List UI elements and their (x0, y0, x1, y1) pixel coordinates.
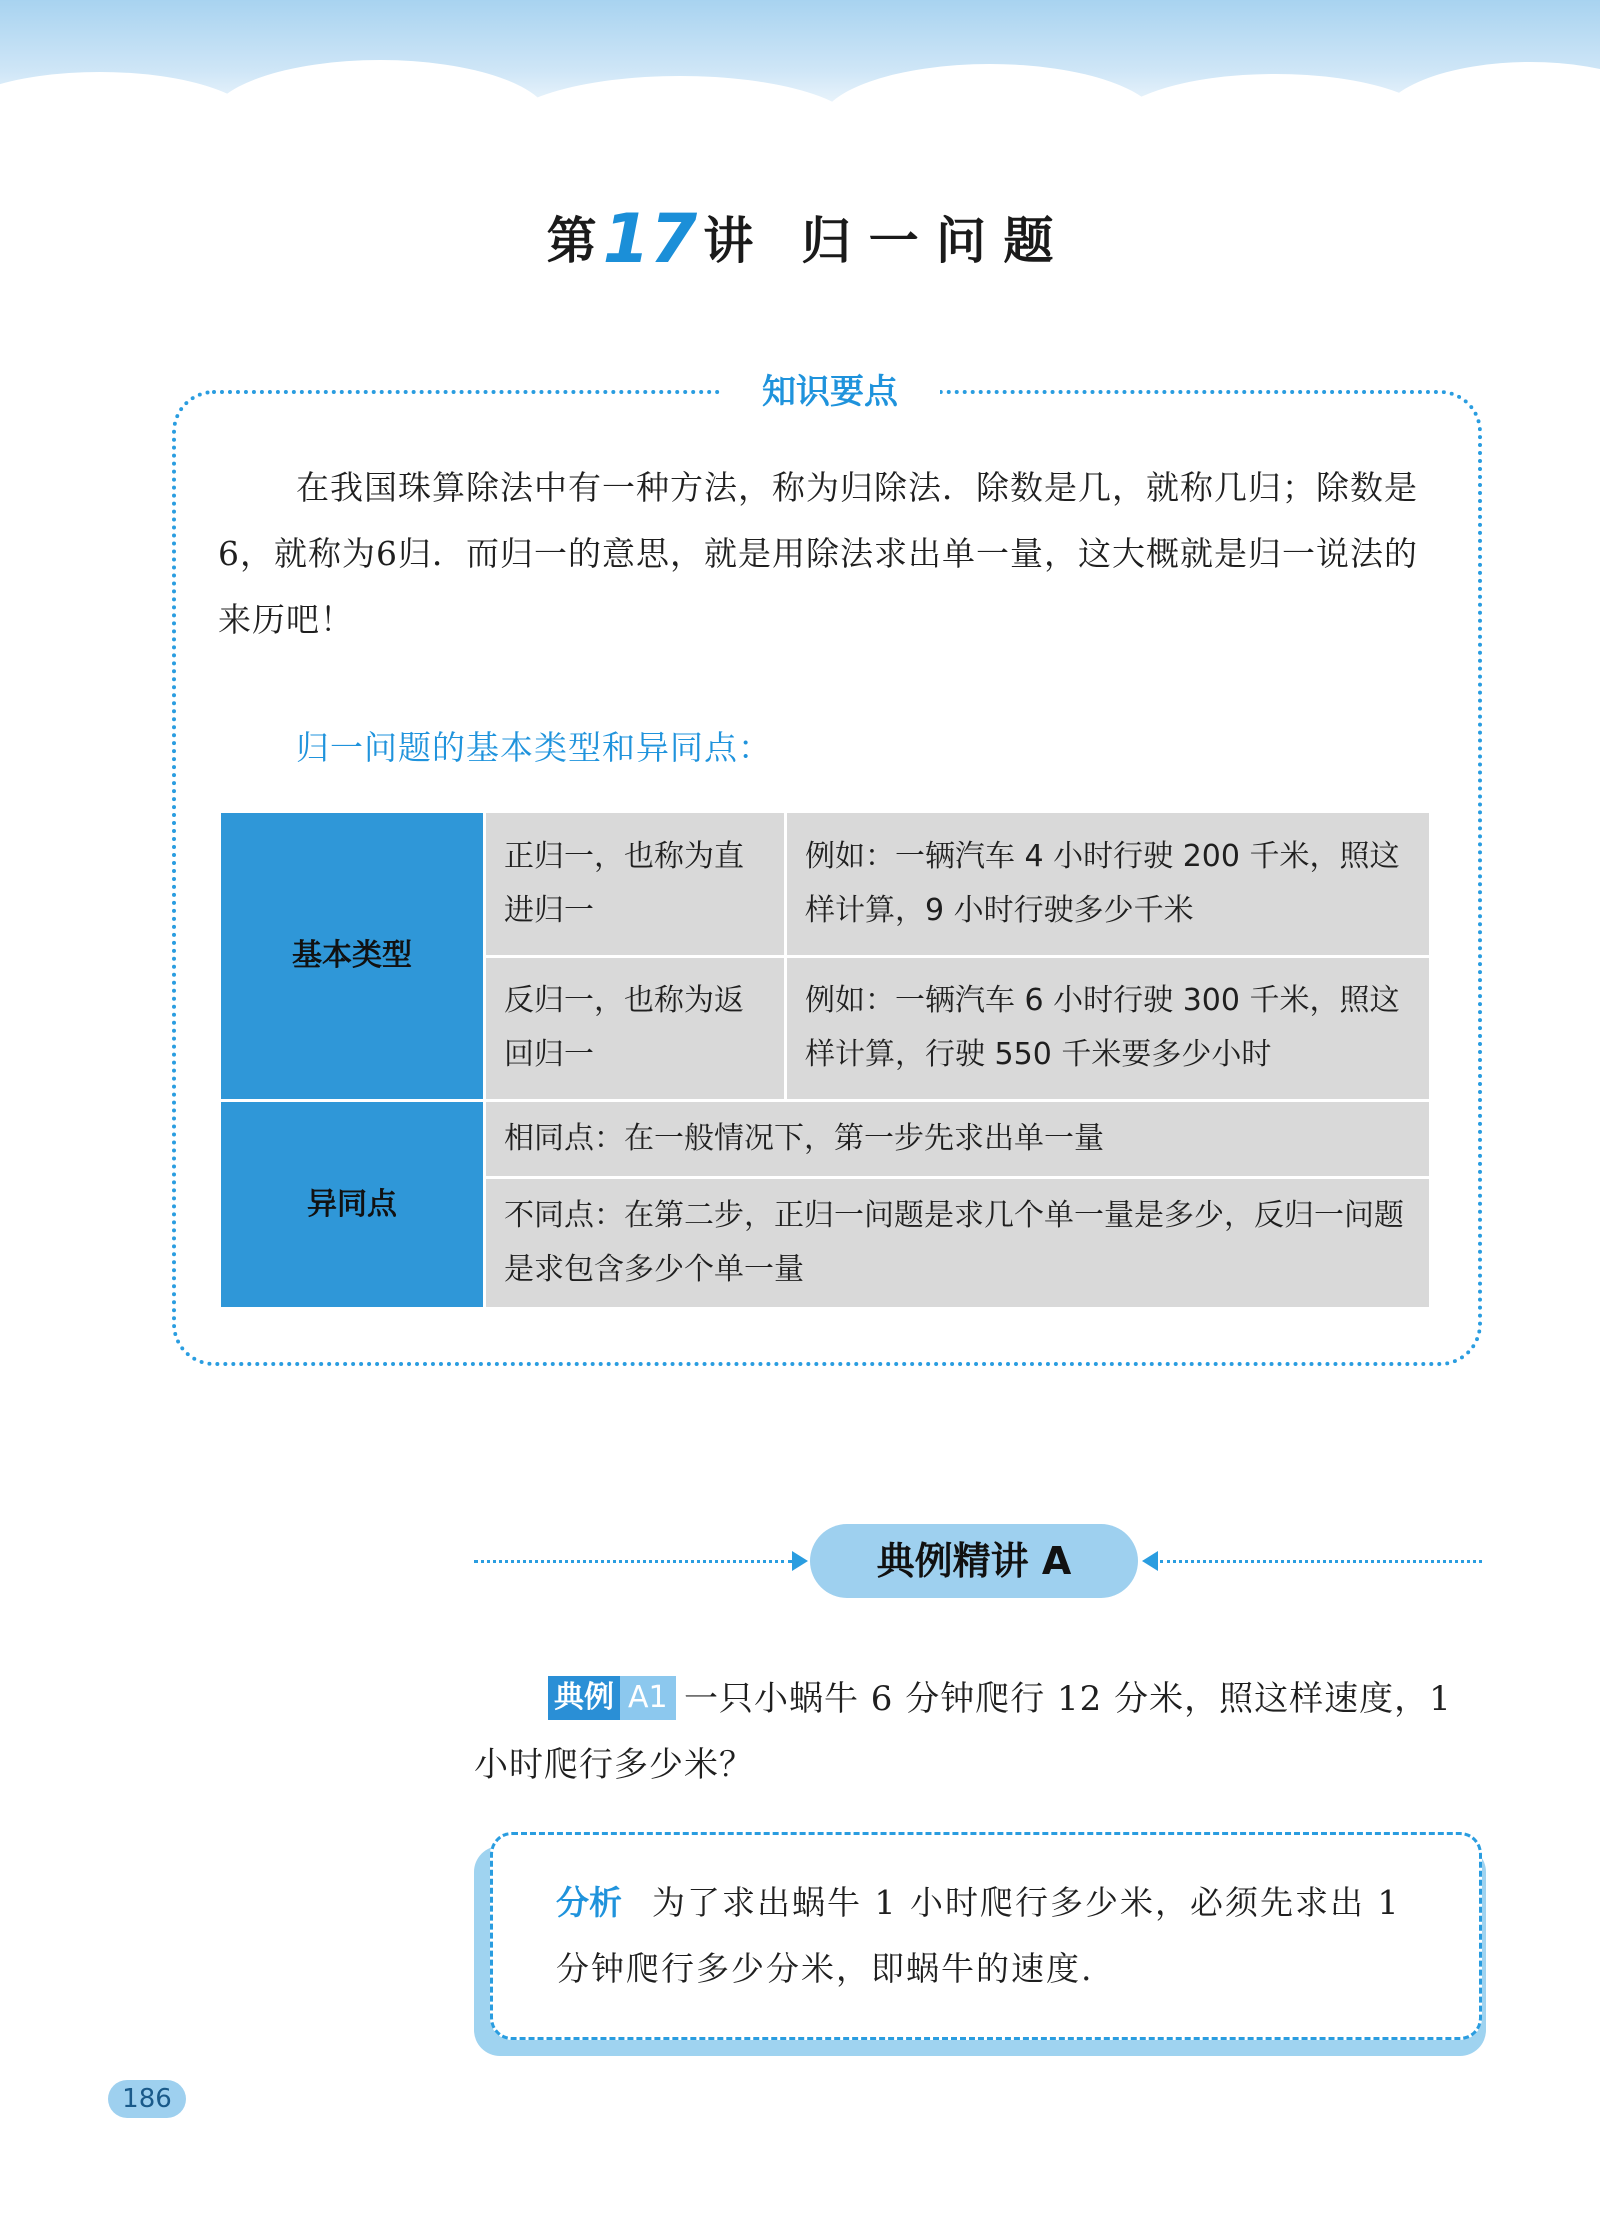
analysis-text: 为了求出蜗牛 1 小时爬行多少米，必须先求出 1 分钟爬行多少分米，即蜗牛的速度. (556, 1883, 1401, 1988)
analysis-content (556, 1870, 1436, 2002)
analysis-label: 分析 (556, 1883, 622, 1922)
section-title: 典例精讲 A (876, 1539, 1072, 1583)
chapter-title (0, 196, 1600, 279)
table-row (220, 1101, 1431, 1178)
chapter-prefix: 第 (546, 211, 597, 270)
example-question: 一只小蜗牛 6 分钟爬行 12 分米，照这样速度，1 小时爬行多少米？ (474, 1679, 1452, 1785)
table-cell-example: 例如：一辆汽车 6 小时行驶 300 千米，照这样计算，行驶 550 千米要多少小时 (786, 956, 1431, 1101)
table-cell-kind: 正归一，也称为直进归一 (485, 812, 786, 957)
table-cell-text: 不同点：在第二步，正归一问题是求几个单一量是多少，反归一问题是求包含多少个单一量 (485, 1178, 1431, 1309)
table-row-header: 基本类型 (220, 812, 485, 1101)
section-divider-left (474, 1560, 792, 1563)
chapter-name: 归 一 问 题 (801, 211, 1054, 270)
chapter-suffix: 讲 (703, 211, 754, 270)
page-number: 186 (108, 2080, 186, 2118)
sky-banner (0, 0, 1600, 130)
knowledge-heading: 知识要点 (720, 366, 940, 418)
knowledge-paragraph: 在我国珠算除法中有一种方法，称为归除法．除数是几，就称几归；除数是6，就称为6归．而归一的意思，就是用除法求出单一量，这大概就是归一说法的来历吧！ (218, 468, 1418, 639)
arrow-right-icon (792, 1551, 808, 1571)
table-cell-example: 例如：一辆汽车 4 小时行驶 200 千米，照这样计算，9 小时行驶多少千米 (786, 812, 1431, 957)
knowledge-subheading: 归一问题的基本类型和异同点： (296, 728, 772, 767)
types-table (218, 810, 1432, 1310)
table-row (220, 812, 1431, 957)
table-cell-text: 相同点：在一般情况下，第一步先求出单一量 (485, 1101, 1431, 1178)
example-tag-id: A1 (620, 1676, 676, 1720)
table-row-header: 异同点 (220, 1101, 485, 1309)
example-tag-label: 典例 (548, 1676, 620, 1720)
section-divider-right (1160, 1560, 1482, 1563)
table-cell-kind: 反归一，也称为返回归一 (485, 956, 786, 1101)
arrow-left-icon (1142, 1551, 1158, 1571)
chapter-number: 17 (602, 200, 698, 279)
